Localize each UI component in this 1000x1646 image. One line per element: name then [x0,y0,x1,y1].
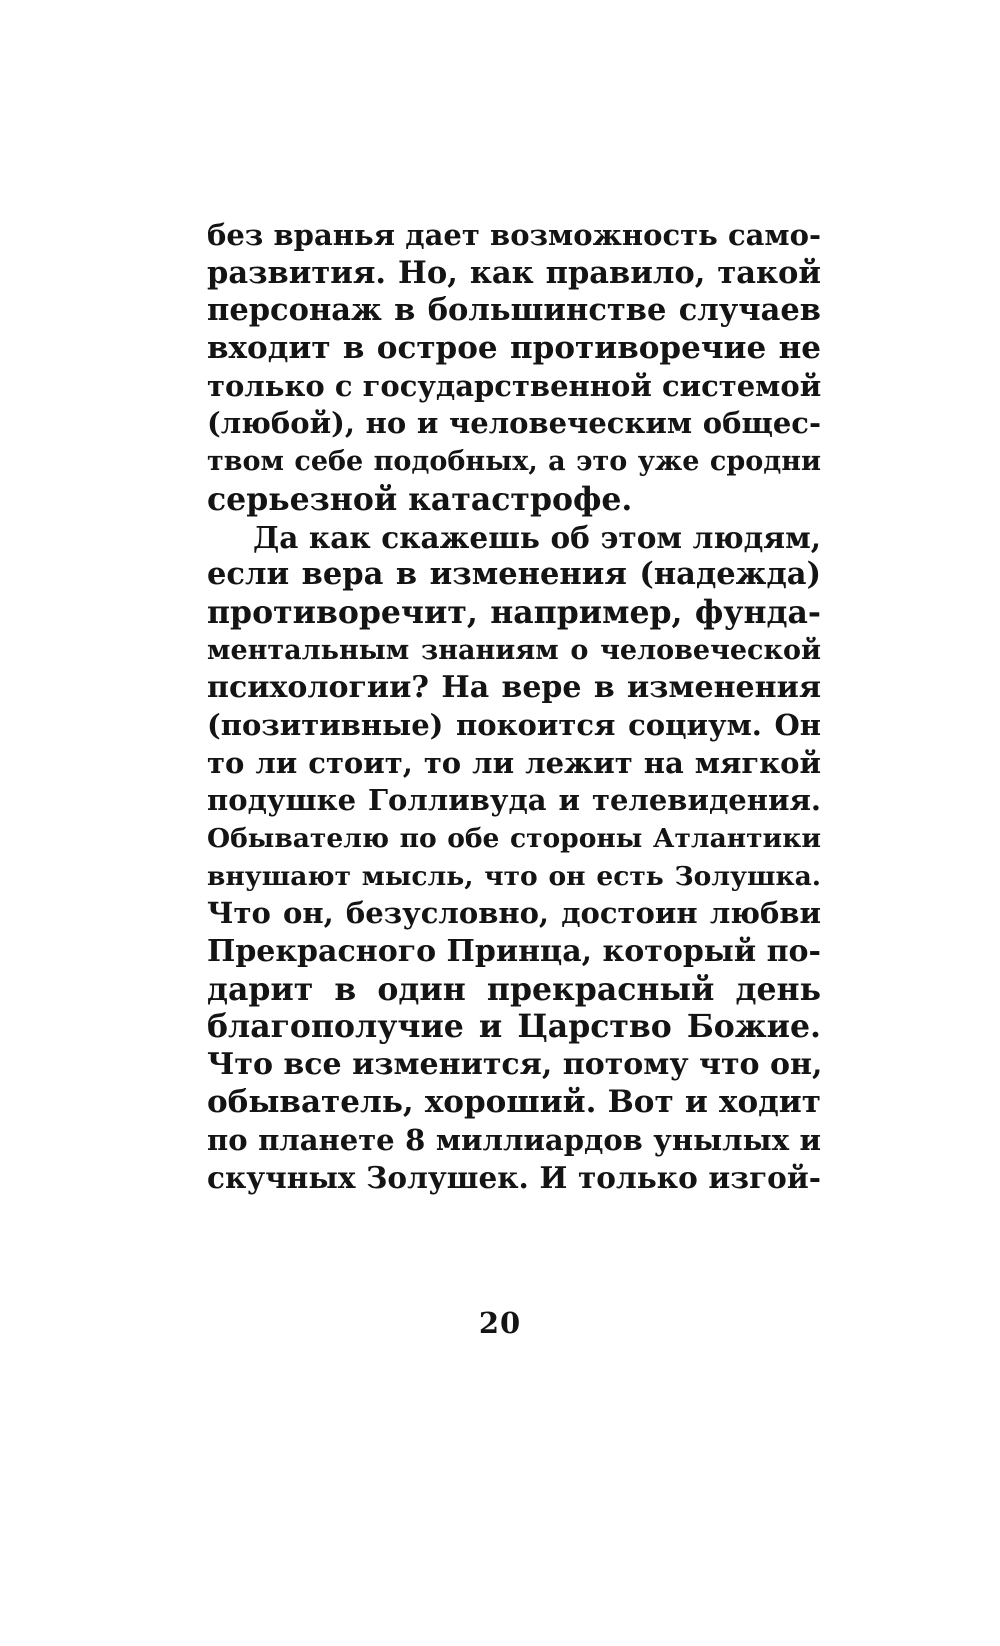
text-line: Что он, безусловно, достоин любви [207,896,821,931]
text-line: ментальным знаниям о человеческой [207,634,821,666]
text-line: без вранья дает возможность само- [207,218,821,252]
text-line: обыватель, хороший. Вот и ходит [207,1083,821,1120]
text-line: по планете 8 миллиардов унылых и [207,1122,821,1157]
text-line: внушают мысль, что он есть Золушка. [207,860,821,892]
text-line: твом себе подобных, а это уже сродни [207,446,821,478]
text-line: подушке Голливуда и телевидения. [207,783,821,818]
text-line: психологии? На вере в изменения [207,670,821,706]
text-line: скучных Золушек. И только изгой- [207,1160,821,1196]
text-line: развития. Но, как правило, такой [207,254,821,291]
text-line: персонаж в большинстве случаев [207,292,821,329]
text-line: Прекрасного Принца, который по- [207,934,821,970]
text-line: (любой), но и человеческим общес- [207,406,821,441]
body-text [207,217,821,1197]
text-line: серьезной катастрофе. [207,480,633,518]
text-line: (позитивные) покоится социум. Он [207,707,821,742]
paragraph-start-line: Да как скажешь об этом людям, [253,519,821,555]
text-line: если вера в изменения (надежда) [207,556,821,593]
text-line: Обывателю по обе стороны Атлантики [207,823,821,854]
page-number: 20 [478,1306,522,1340]
text-line: Что все изменится, потому что он, [207,1047,823,1083]
text-line: дарит в один прекрасный день [207,970,821,1008]
text-line: то ли стоит, то ли лежит на мягкой [207,745,821,780]
text-line: противоречит, например, фунда- [207,593,821,631]
text-line: благополучие и Царство Божие. [207,1008,821,1046]
text-line: только с государственной системой [207,368,822,403]
text-line: входит в острое противоречие не [207,330,821,367]
